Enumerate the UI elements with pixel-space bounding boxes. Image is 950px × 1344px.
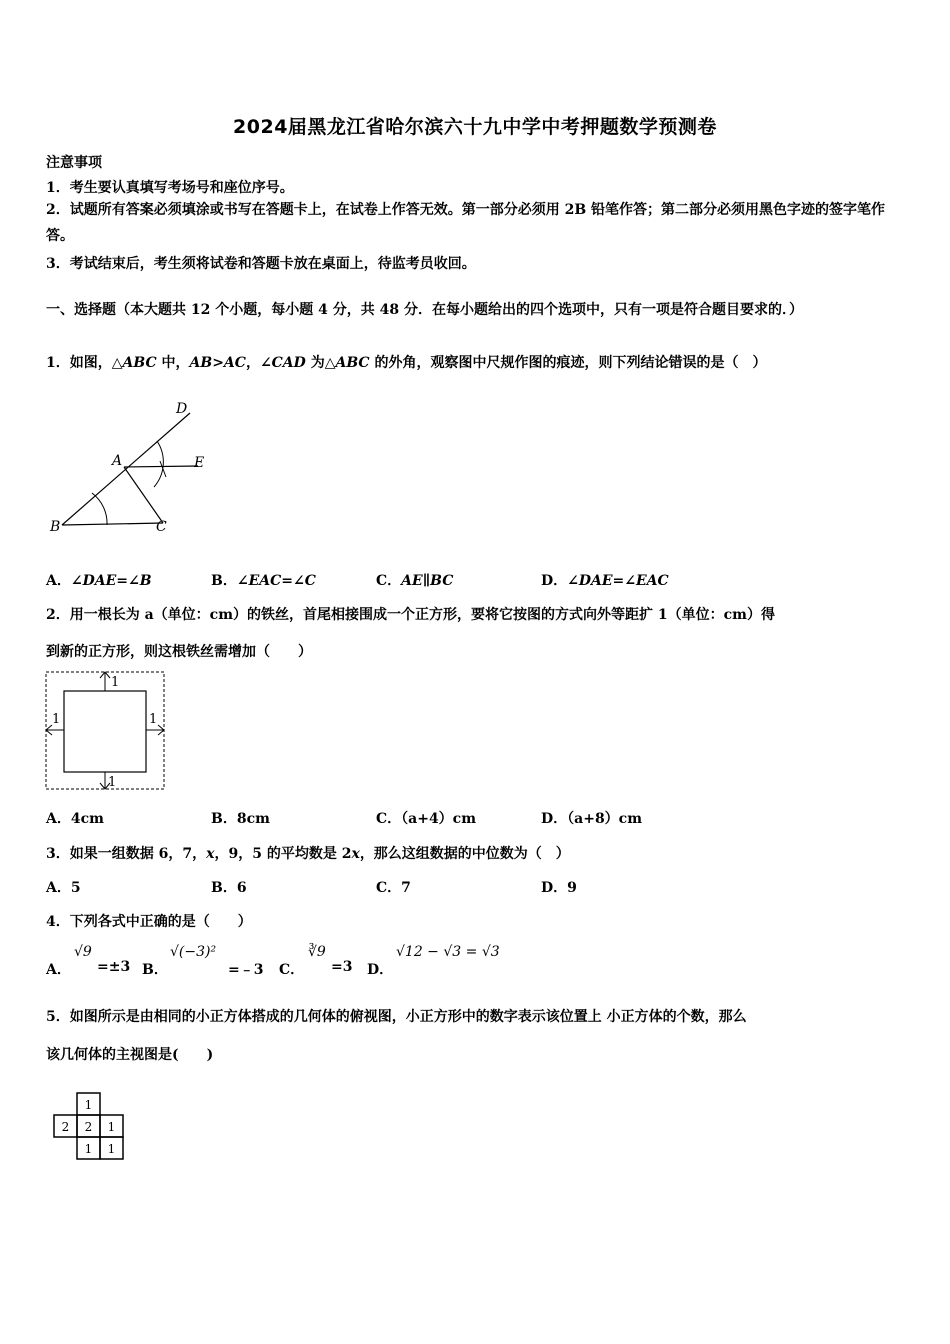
question-2-stem-line-1: 2．用一根长为 a（单位：cm）的铁丝，首尾相接围成一个正方形，要将它按图的方式向外等距扩 1（单位：cm）得 <box>46 607 775 623</box>
question-2-option-c[interactable]: C．（a+4）cm <box>376 811 477 827</box>
question-2-stem-line-2: 到新的正方形，则这根铁丝需增加（ ） <box>46 644 312 660</box>
page-title: 2024届黑龙江省哈尔滨六十九中学中考押题数学预测卷 <box>233 116 717 138</box>
label-D: D <box>176 401 188 417</box>
label-A: A <box>112 453 123 469</box>
question-4-option-a-expr: √9 <box>74 944 92 960</box>
question-2-option-b[interactable]: B．8cm <box>211 811 270 827</box>
question-5-stem-line-1: 5．如图所示是由相同的小正方体搭成的几何体的俯视图，小正方形中的数字表示该位置上 小正方体的个数，那么 <box>46 1009 747 1025</box>
notice-item-3: 3．考试结束后，考生须将试卷和答题卡放在桌面上，待监考员收回。 <box>46 256 476 272</box>
question-5-stem-line-2: 该几何体的主视图是( ) <box>46 1047 214 1063</box>
question-1-option-b[interactable]: B．∠EAC=∠C <box>211 573 316 589</box>
question-3-option-b[interactable]: B．6 <box>211 880 247 896</box>
grid-cell-r2c2: 2 <box>84 1120 93 1134</box>
label-E: E <box>194 455 205 471</box>
notice-item-2: 2．试题所有答案必须填涂或书写在答题卡上，在试卷上作答无效。第一部分必须用 2B 铅笔作答；第二部分必须用黑色字迹的签字笔作答。 <box>46 202 886 244</box>
question-4-option-a-label[interactable]: A． <box>46 962 71 978</box>
label-top: 1 <box>111 675 120 690</box>
notice-heading: 注意事项 <box>46 155 102 171</box>
label-right: 1 <box>149 712 158 727</box>
question-4-option-c-value: =3 <box>331 959 353 975</box>
grid-cell-r1c2: 1 <box>84 1098 93 1112</box>
question-4-option-b-label[interactable]: B． <box>142 962 168 978</box>
question-1-option-d[interactable]: D．∠DAE=∠EAC <box>541 573 669 589</box>
section-heading: 一、选择题（本大题共 12 个小题，每小题 4 分，共 48 分．在每小题给出的四个选项中，只有一项是符合题目要求的．） <box>46 302 803 318</box>
question-2-option-d[interactable]: D．（a+8）cm <box>541 811 643 827</box>
question-1-option-c[interactable]: C．AE∥BC <box>376 573 454 589</box>
grid-cell-r2c1: 2 <box>61 1120 70 1134</box>
question-3-option-d[interactable]: D．9 <box>541 880 577 896</box>
question-2-figure <box>40 668 175 796</box>
question-1-stem: 1．如图，△ABC 中，AB>AC，∠CAD 为△ABC 的外角，观察图中尺规作图的痕迹，则下列结论错误的是（ ） <box>46 355 767 371</box>
label-bottom: 1 <box>108 775 117 790</box>
grid-cell-r3c3: 1 <box>107 1142 116 1156</box>
question-4-option-d-expr: √12 − √3 = √3 <box>396 944 500 960</box>
question-1-figure <box>40 395 230 545</box>
question-1-option-a[interactable]: A．∠DAE=∠B <box>46 573 152 589</box>
question-4-option-c-label[interactable]: C． <box>279 962 305 978</box>
label-B: B <box>50 519 61 535</box>
label-C: C <box>156 519 167 535</box>
question-4-option-a-value: =±3 <box>97 959 131 975</box>
question-2-option-a[interactable]: A．4cm <box>46 811 104 827</box>
question-4-option-b-value: =﹣3 <box>228 962 264 978</box>
question-3-option-a[interactable]: A．5 <box>46 880 81 896</box>
question-4-stem: 4．下列各式中正确的是（ ） <box>46 914 252 930</box>
question-3-option-c[interactable]: C．7 <box>376 880 411 896</box>
question-4-option-c-expr: ∛9 <box>308 944 326 960</box>
question-4-option-d-label[interactable]: D． <box>367 962 394 978</box>
label-left: 1 <box>52 712 61 727</box>
question-3-stem: 3．如果一组数据 6，7，x，9，5 的平均数是 2x，那么这组数据的中位数为（ ） <box>46 846 570 862</box>
grid-cell-r3c2: 1 <box>84 1142 93 1156</box>
notice-item-1: 1．考生要认真填写考场号和座位序号。 <box>46 180 294 196</box>
question-4-option-b-expr: √(−3)² <box>170 944 217 960</box>
question-5-top-view-grid <box>50 1090 130 1162</box>
grid-cell-r2c3: 1 <box>107 1120 116 1134</box>
